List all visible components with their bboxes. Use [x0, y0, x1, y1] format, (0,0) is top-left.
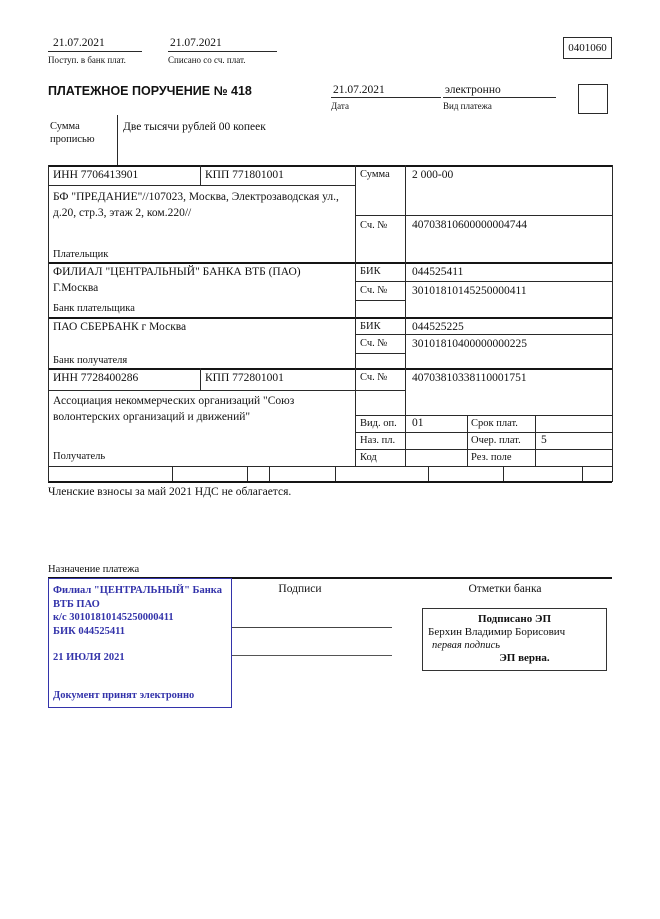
divider — [200, 368, 201, 390]
op-kind-value: 01 — [412, 417, 424, 429]
bank-marks-header: Отметки банка — [468, 583, 542, 595]
code-label: Код — [360, 452, 377, 463]
payer-kpp: КПП 771801001 — [205, 169, 284, 181]
divider — [355, 353, 405, 354]
divider — [503, 466, 504, 481]
date-label: Дата — [331, 101, 349, 111]
payer-bank-bik: 044525411 — [412, 266, 464, 278]
amount-value: 2 000-00 — [412, 169, 454, 181]
signatures-header: Подписи — [278, 583, 322, 595]
divider — [48, 368, 612, 370]
divider — [582, 466, 583, 481]
payer-bank-account-label: Сч. № — [360, 285, 388, 296]
stamp-line-bank-1: Филиал "ЦЕНТРАЛЬНЫЙ" Банка — [53, 585, 222, 596]
due-date-label: Срок плат. — [471, 418, 518, 429]
divider — [48, 390, 405, 391]
payer-bank-city: Г.Москва — [53, 282, 99, 294]
payment-purpose-text: Членские взносы за май 2021 НДС не облагается. — [48, 486, 292, 498]
esign-role: первая подпись — [432, 640, 501, 651]
document-title: ПЛАТЕЖНОЕ ПОРУЧЕНИЕ № 418 — [48, 84, 252, 98]
stamp-line-bank-2: ВТБ ПАО — [53, 598, 100, 610]
divider — [48, 466, 612, 467]
divider — [355, 281, 612, 282]
payer-bank-name: ФИЛИАЛ "ЦЕНТРАЛЬНЫЙ" БАНКА ВТБ (ПАО) — [53, 266, 301, 278]
payee-bank-bik: 044525225 — [412, 321, 464, 333]
esign-title: Подписано ЭП — [477, 613, 552, 625]
esign-stamp — [422, 608, 607, 671]
esign-verdict: ЭП верна. — [499, 652, 550, 664]
payee-inn: ИНН 7728400286 — [53, 372, 139, 384]
divider — [535, 415, 536, 466]
payment-purpose-label: Назначение платежа — [48, 564, 140, 575]
payee-kpp: КПП 772801001 — [205, 372, 284, 384]
divider — [428, 466, 429, 481]
divider — [269, 466, 270, 481]
esign-signer-name: Берхин Владимир Борисович — [428, 626, 566, 638]
payer-account: 40703810600000004744 — [412, 219, 527, 231]
debited-date: 21.07.2021 — [170, 37, 222, 49]
payee-label: Получатель — [53, 451, 106, 462]
divider — [443, 97, 556, 98]
payer-name: БФ "ПРЕДАНИЕ"//107023, Москва, Электрозаводская ул., д.20, стр.3, этаж 2, ком.220// — [53, 191, 339, 219]
amount-words-label-1: Сумма — [50, 121, 80, 132]
signature-line — [232, 627, 392, 628]
priority-value: 5 — [541, 434, 547, 446]
payer-account-label: Сч. № — [360, 220, 388, 231]
stamp-date: 21 ИЮЛЯ 2021 — [53, 652, 125, 663]
divider — [48, 185, 355, 186]
divider — [467, 415, 468, 466]
payee-bank-label: Банк получателя — [53, 355, 128, 366]
divider — [355, 415, 612, 416]
payer-bank-account: 30101810145250000411 — [412, 285, 527, 297]
divider — [612, 165, 613, 482]
divider — [335, 466, 336, 481]
payee-name: Ассоциация некоммерческих организаций "Союз волонтерских организаций и движений" — [53, 395, 295, 423]
payee-account: 40703810338110001751 — [412, 372, 527, 384]
payee-bank-account: 30101810400000000225 — [412, 338, 527, 350]
received-date-label: Поступ. в банк плат. — [48, 55, 126, 65]
debited-date-label: Списано со сч. плат. — [168, 55, 246, 65]
divider — [48, 317, 612, 319]
divider — [355, 165, 356, 466]
payee-bank-account-label: Сч. № — [360, 338, 388, 349]
payer-bank-bik-label: БИК — [360, 266, 381, 277]
divider — [355, 449, 612, 450]
divider — [200, 165, 201, 185]
stamp-line-corr-account: к/с 30101810145250000411 — [53, 612, 174, 623]
divider — [48, 262, 612, 264]
form-code-box: 0401060 — [563, 37, 612, 59]
document-date: 21.07.2021 — [333, 84, 385, 96]
bank-stamp — [48, 578, 232, 708]
op-kind-label: Вид. оп. — [360, 418, 397, 429]
priority-label: Очер. плат. — [471, 435, 521, 446]
payer-label: Плательщик — [53, 249, 109, 260]
divider — [405, 165, 406, 466]
divider — [48, 51, 142, 52]
amount-in-words: Две тысячи рублей 00 копеек — [123, 121, 266, 133]
payer-inn: ИНН 7706413901 — [53, 169, 139, 181]
divider — [355, 215, 612, 216]
payment-kind: электронно — [445, 84, 501, 96]
status-checkbox — [578, 84, 608, 114]
payee-bank-bik-label: БИК — [360, 321, 381, 332]
divider — [48, 165, 49, 482]
received-date: 21.07.2021 — [53, 37, 105, 49]
payer-bank-label: Банк плательщика — [53, 303, 135, 314]
signature-line — [232, 655, 392, 656]
divider — [355, 300, 405, 301]
divider — [331, 97, 441, 98]
divider — [48, 165, 612, 167]
divider — [355, 334, 612, 335]
divider — [355, 432, 612, 433]
divider — [247, 466, 248, 481]
stamp-line-bik: БИК 044525411 — [53, 625, 126, 637]
reserve-field-label: Рез. поле — [471, 452, 512, 463]
amount-label: Сумма — [360, 169, 390, 180]
stamp-note: Документ принят электронно — [53, 689, 195, 701]
amount-words-label-2: прописью — [50, 134, 95, 145]
purpose-kind-label: Наз. пл. — [360, 435, 396, 446]
payee-bank-name: ПАО СБЕРБАНК г Москва — [53, 321, 187, 333]
divider — [117, 115, 118, 165]
payee-account-label: Сч. № — [360, 372, 388, 383]
divider — [168, 51, 277, 52]
divider — [48, 481, 612, 483]
payment-kind-label: Вид платежа — [443, 101, 492, 111]
divider — [172, 466, 173, 481]
